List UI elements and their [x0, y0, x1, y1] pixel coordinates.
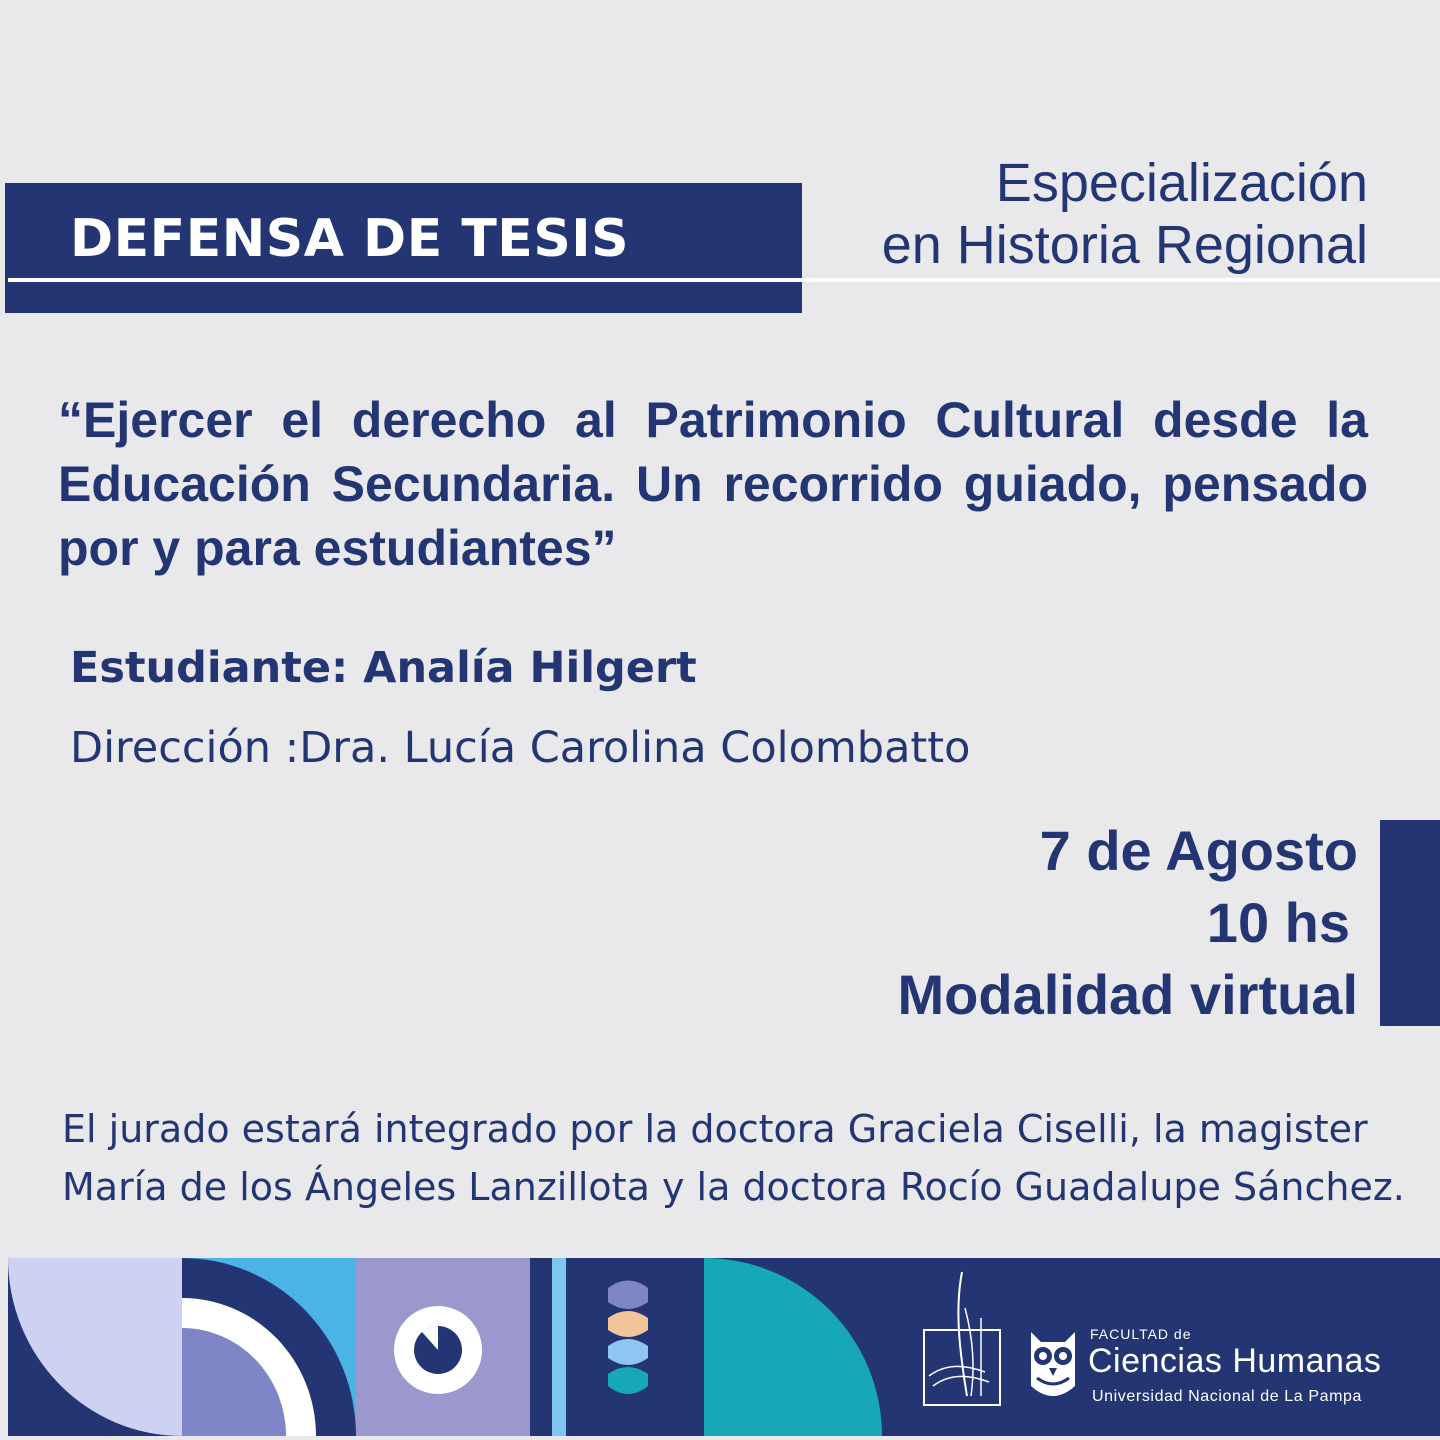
- director-name: Dirección :Dra. Lucía Carolina Colombatto: [70, 723, 971, 773]
- event-date: 7 de Agosto: [1039, 819, 1358, 882]
- faculty-name: Ciencias Humanas: [1088, 1342, 1382, 1380]
- student-name: Estudiante: Analía Hilgert: [70, 643, 697, 693]
- crest-icon: [915, 1268, 1035, 1418]
- event-time: 10 hs: [1206, 891, 1350, 954]
- teal-quarter-shape: [704, 1258, 894, 1436]
- program-name: [768, 152, 1368, 276]
- event-accent-bar: [1380, 820, 1440, 1026]
- program-line-1: Especialización: [995, 153, 1368, 213]
- footer-block-1: [8, 1258, 182, 1436]
- footer-block-3: [356, 1258, 530, 1436]
- quarter-shape: [8, 1258, 182, 1436]
- badge-title: DEFENSA DE TESIS: [70, 209, 630, 269]
- event-details: [658, 815, 1358, 1031]
- eye-icon: [356, 1258, 530, 1436]
- program-line-2: en Historia Regional: [881, 215, 1368, 275]
- arc-shape: [182, 1258, 356, 1436]
- footer-block-6: [704, 1258, 894, 1436]
- thesis-title: “Ejercer el derecho al Patrimonio Cultural desde la Educación Secundaria. Un recorrido guiado, pensado por y para estudiantes”: [58, 392, 1368, 576]
- university-name: Universidad Nacional de La Pampa: [1092, 1388, 1363, 1405]
- owl-logo-icon: [1025, 1326, 1081, 1406]
- flower-icon: [566, 1258, 704, 1436]
- footer-stripe: [552, 1258, 566, 1436]
- header-divider: [8, 278, 1440, 282]
- event-mode: Modalidad virtual: [897, 963, 1358, 1026]
- faculty-small-label: FACULTAD de: [1090, 1326, 1192, 1342]
- footer-block-2: [182, 1258, 356, 1436]
- jury-text: El jurado estará integrado por la doctora Graciela Ciselli, la magister María de los Ángeles Lanzillota y la doctora Rocío Guadalupe Sánchez.: [62, 1107, 1405, 1209]
- footer-block-5: [566, 1258, 704, 1436]
